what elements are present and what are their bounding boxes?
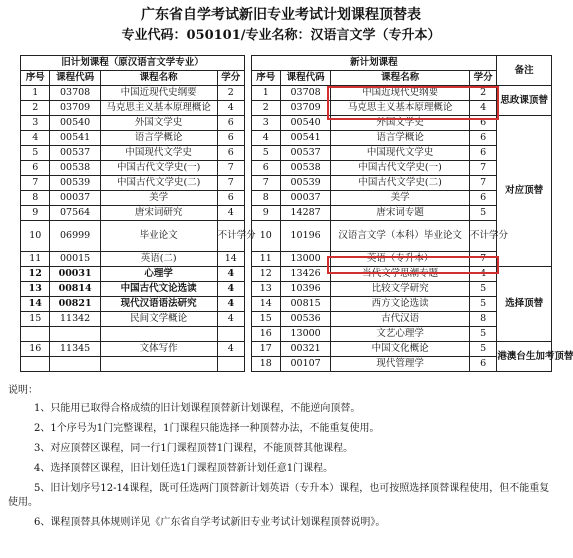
new-course: 唐宋词专题 (331, 206, 470, 221)
table-row (21, 221, 552, 252)
new-course: 中国近现代史纲要 (331, 86, 470, 101)
new-code: 00815 (280, 297, 330, 312)
old-index: 15 (21, 312, 50, 327)
old-course: 中国近现代史纲要 (100, 86, 217, 101)
note-item: 4、选择顶替区课程，旧计划任选1门课程顶替新计划任意1门课程。 (34, 463, 334, 474)
old-index: 5 (21, 146, 50, 161)
new-col-credit: 学分 (469, 71, 496, 86)
old-course: 中国现代文学史 (100, 146, 217, 161)
new-course: 中国古代文学史(一) (331, 161, 470, 176)
old-code (50, 357, 100, 372)
old-code: 00031 (50, 267, 100, 282)
new-index: 7 (251, 176, 280, 191)
new-credit: 2 (469, 86, 496, 101)
old-index: 1 (21, 86, 50, 101)
new-credit: 6 (469, 191, 496, 206)
document-title: 广东省自学考试新旧专业考试计划课程顶替表 (141, 7, 421, 23)
note-item: 3、对应顶替区课程，同一行1门课程顶替1门课程，不能顶替其他课程。 (34, 443, 354, 454)
new-credit: 不计学分 (469, 221, 496, 252)
table-row (21, 357, 552, 372)
new-index: 11 (251, 252, 280, 267)
new-credit: 6 (469, 131, 496, 146)
old-index: 3 (21, 116, 50, 131)
old-course: 中国古代文学史(一) (100, 161, 217, 176)
old-credit: 4 (217, 297, 244, 312)
old-index: 12 (21, 267, 50, 282)
new-code: 00321 (280, 342, 330, 357)
new-course: 中国古代文学史(二) (331, 176, 470, 191)
old-course: 民间文学概论 (100, 312, 217, 327)
remark-choice: 选择顶替 (497, 267, 552, 342)
new-code: 00540 (280, 116, 330, 131)
new-code: 00107 (280, 357, 330, 372)
old-credit: 6 (217, 191, 244, 206)
new-col-name: 课程名称 (331, 71, 470, 86)
note-item: 2、1个序号为1门完整课程，1门课程只能选择一种顶替办法，不能重复使用。 (34, 423, 380, 434)
old-code: 11345 (50, 342, 100, 357)
new-credit: 7 (469, 161, 496, 176)
old-code: 00539 (50, 176, 100, 191)
old-course: 美学 (100, 191, 217, 206)
old-course: 文体写作 (100, 342, 217, 357)
old-credit: 2 (217, 86, 244, 101)
old-index: 16 (21, 342, 50, 357)
old-credit: 4 (217, 206, 244, 221)
old-credit: 14 (217, 252, 244, 267)
new-course: 文艺心理学 (331, 327, 470, 342)
old-course: 中国古代文学史(二) (100, 176, 217, 191)
new-index: 4 (251, 131, 280, 146)
old-credit: 6 (217, 131, 244, 146)
old-credit: 6 (217, 116, 244, 131)
new-credit: 6 (469, 116, 496, 131)
table-row (21, 267, 552, 282)
new-index: 3 (251, 116, 280, 131)
new-credit: 4 (469, 267, 496, 282)
new-code: 13426 (280, 267, 330, 282)
old-index: 9 (21, 206, 50, 221)
new-course: 当代文学思潮专题 (331, 267, 470, 282)
remark-hmt: 港澳台生加考顶替 (497, 342, 552, 372)
old-index: 2 (21, 101, 50, 116)
table-row (21, 252, 552, 267)
old-index: 6 (21, 161, 50, 176)
new-index: 10 (251, 221, 280, 252)
old-index: 13 (21, 282, 50, 297)
new-code: 10396 (280, 282, 330, 297)
table-row (21, 116, 552, 131)
new-course: 西方文论选读 (331, 297, 470, 312)
new-course: 英语（专升本） (331, 252, 470, 267)
table-row (21, 342, 552, 357)
new-course: 中国文化概论 (331, 342, 470, 357)
new-course: 古代汉语 (331, 312, 470, 327)
table-row (21, 146, 552, 161)
table-row (21, 161, 552, 176)
document-subtitle: 专业代码：050101/专业名称：汉语言文学（专升本） (121, 28, 441, 43)
notes-heading: 说明： (8, 385, 38, 396)
new-index: 8 (251, 191, 280, 206)
old-index: 10 (21, 221, 50, 252)
new-course: 语言学概论 (331, 131, 470, 146)
new-code: 00541 (280, 131, 330, 146)
new-code: 00539 (280, 176, 330, 191)
new-code: 03708 (280, 86, 330, 101)
old-code: 07564 (50, 206, 100, 221)
old-course: 语言学概论 (100, 131, 217, 146)
new-index: 16 (251, 327, 280, 342)
table-row (21, 206, 552, 221)
old-index (21, 327, 50, 342)
new-index: 12 (251, 267, 280, 282)
old-course (100, 327, 217, 342)
old-col-code: 课程代码 (50, 71, 100, 86)
new-index: 18 (251, 357, 280, 372)
old-course: 心理学 (100, 267, 217, 282)
old-credit: 4 (217, 101, 244, 116)
old-credit: 4 (217, 267, 244, 282)
old-course: 毕业论文 (100, 221, 217, 252)
new-index: 14 (251, 297, 280, 312)
new-credit: 5 (469, 327, 496, 342)
old-code: 06999 (50, 221, 100, 252)
table-row (21, 101, 552, 116)
new-credit: 8 (469, 312, 496, 327)
old-code: 00537 (50, 146, 100, 161)
old-credit: 4 (217, 282, 244, 297)
new-index: 15 (251, 312, 280, 327)
new-code: 13000 (280, 327, 330, 342)
note-item: 6、课程顶替具体规则详见《广东省自学考试新旧专业考试计划课程顶替说明》。 (34, 517, 386, 528)
old-index: 4 (21, 131, 50, 146)
new-index: 1 (251, 86, 280, 101)
new-index: 17 (251, 342, 280, 357)
old-index: 8 (21, 191, 50, 206)
old-col-credit: 学分 (217, 71, 244, 86)
old-code: 00541 (50, 131, 100, 146)
old-code: 03708 (50, 86, 100, 101)
old-credit: 不计学分 (217, 221, 244, 252)
new-course: 汉语言文学（本科）毕业论文 (331, 221, 470, 252)
new-credit: 6 (469, 357, 496, 372)
new-credit: 7 (469, 176, 496, 191)
new-credit: 5 (469, 297, 496, 312)
substitution-table (20, 55, 573, 372)
table-row (21, 131, 552, 146)
new-credit: 5 (469, 282, 496, 297)
table-row (21, 282, 552, 297)
old-index: 7 (21, 176, 50, 191)
new-course: 美学 (331, 191, 470, 206)
new-credit: 6 (469, 146, 496, 161)
table-row (21, 327, 552, 342)
new-plan-header: 新计划课程 (251, 56, 497, 71)
new-credit: 4 (469, 101, 496, 116)
old-course: 马克思主义基本原理概论 (100, 101, 217, 116)
old-code (50, 327, 100, 342)
new-index: 13 (251, 282, 280, 297)
old-credit: 4 (217, 342, 244, 357)
new-credit: 5 (469, 206, 496, 221)
old-col-index: 序号 (21, 71, 50, 86)
remark-header: 备注 (497, 56, 552, 86)
old-credit: 4 (217, 312, 244, 327)
old-credit (217, 357, 244, 372)
remark-direct: 对应顶替 (497, 116, 552, 267)
old-index (21, 357, 50, 372)
old-code: 00821 (50, 297, 100, 312)
old-credit: 7 (217, 161, 244, 176)
old-credit: 6 (217, 146, 244, 161)
old-index: 14 (21, 297, 50, 312)
new-course: 外国文学史 (331, 116, 470, 131)
new-index: 6 (251, 161, 280, 176)
old-code: 00814 (50, 282, 100, 297)
table-row (21, 191, 552, 206)
old-code: 03709 (50, 101, 100, 116)
new-course: 现代管理学 (331, 357, 470, 372)
table-row (21, 86, 552, 101)
note-item: 1、只能用已取得合格成绩的旧计划课程顶替新计划课程，不能逆向顶替。 (34, 403, 361, 414)
old-credit (217, 327, 244, 342)
old-course: 中国古代文论选读 (100, 282, 217, 297)
table-row (21, 312, 552, 327)
new-credit: 5 (469, 342, 496, 357)
remark-ideology: 思政课顶替 (497, 86, 552, 116)
new-index: 5 (251, 146, 280, 161)
old-col-name: 课程名称 (100, 71, 217, 86)
new-code: 10196 (280, 221, 330, 252)
new-index: 2 (251, 101, 280, 116)
new-code: 14287 (280, 206, 330, 221)
old-plan-header: 旧计划课程（原汉语言文学专业） (21, 56, 245, 71)
old-code: 00037 (50, 191, 100, 206)
old-course: 唐宋词研究 (100, 206, 217, 221)
new-credit: 7 (469, 252, 496, 267)
new-code: 00536 (280, 312, 330, 327)
old-code: 00540 (50, 116, 100, 131)
table-row (21, 176, 552, 191)
old-code: 00015 (50, 252, 100, 267)
old-course: 外国文学史 (100, 116, 217, 131)
new-code: 00537 (280, 146, 330, 161)
new-col-index: 序号 (251, 71, 280, 86)
old-index: 11 (21, 252, 50, 267)
old-credit: 7 (217, 176, 244, 191)
old-code: 00538 (50, 161, 100, 176)
new-code: 03709 (280, 101, 330, 116)
new-index: 9 (251, 206, 280, 221)
old-code: 11342 (50, 312, 100, 327)
notes-section (8, 384, 556, 536)
old-course: 现代汉语语法研究 (100, 297, 217, 312)
new-code: 00037 (280, 191, 330, 206)
table-row (21, 297, 552, 312)
new-course: 中国现代文学史 (331, 146, 470, 161)
new-course: 马克思主义基本原理概论 (331, 101, 470, 116)
old-course (100, 357, 217, 372)
new-col-code: 课程代码 (280, 71, 330, 86)
new-code: 00538 (280, 161, 330, 176)
note-item: 5、旧计划序号12-14课程，既可任选两门顶替新计划英语（专升本）课程，也可按照选择顶替课程使用，但不能重复使用。 (8, 483, 550, 508)
old-course: 英语(二) (100, 252, 217, 267)
new-course: 比较文学研究 (331, 282, 470, 297)
new-code: 13000 (280, 252, 330, 267)
